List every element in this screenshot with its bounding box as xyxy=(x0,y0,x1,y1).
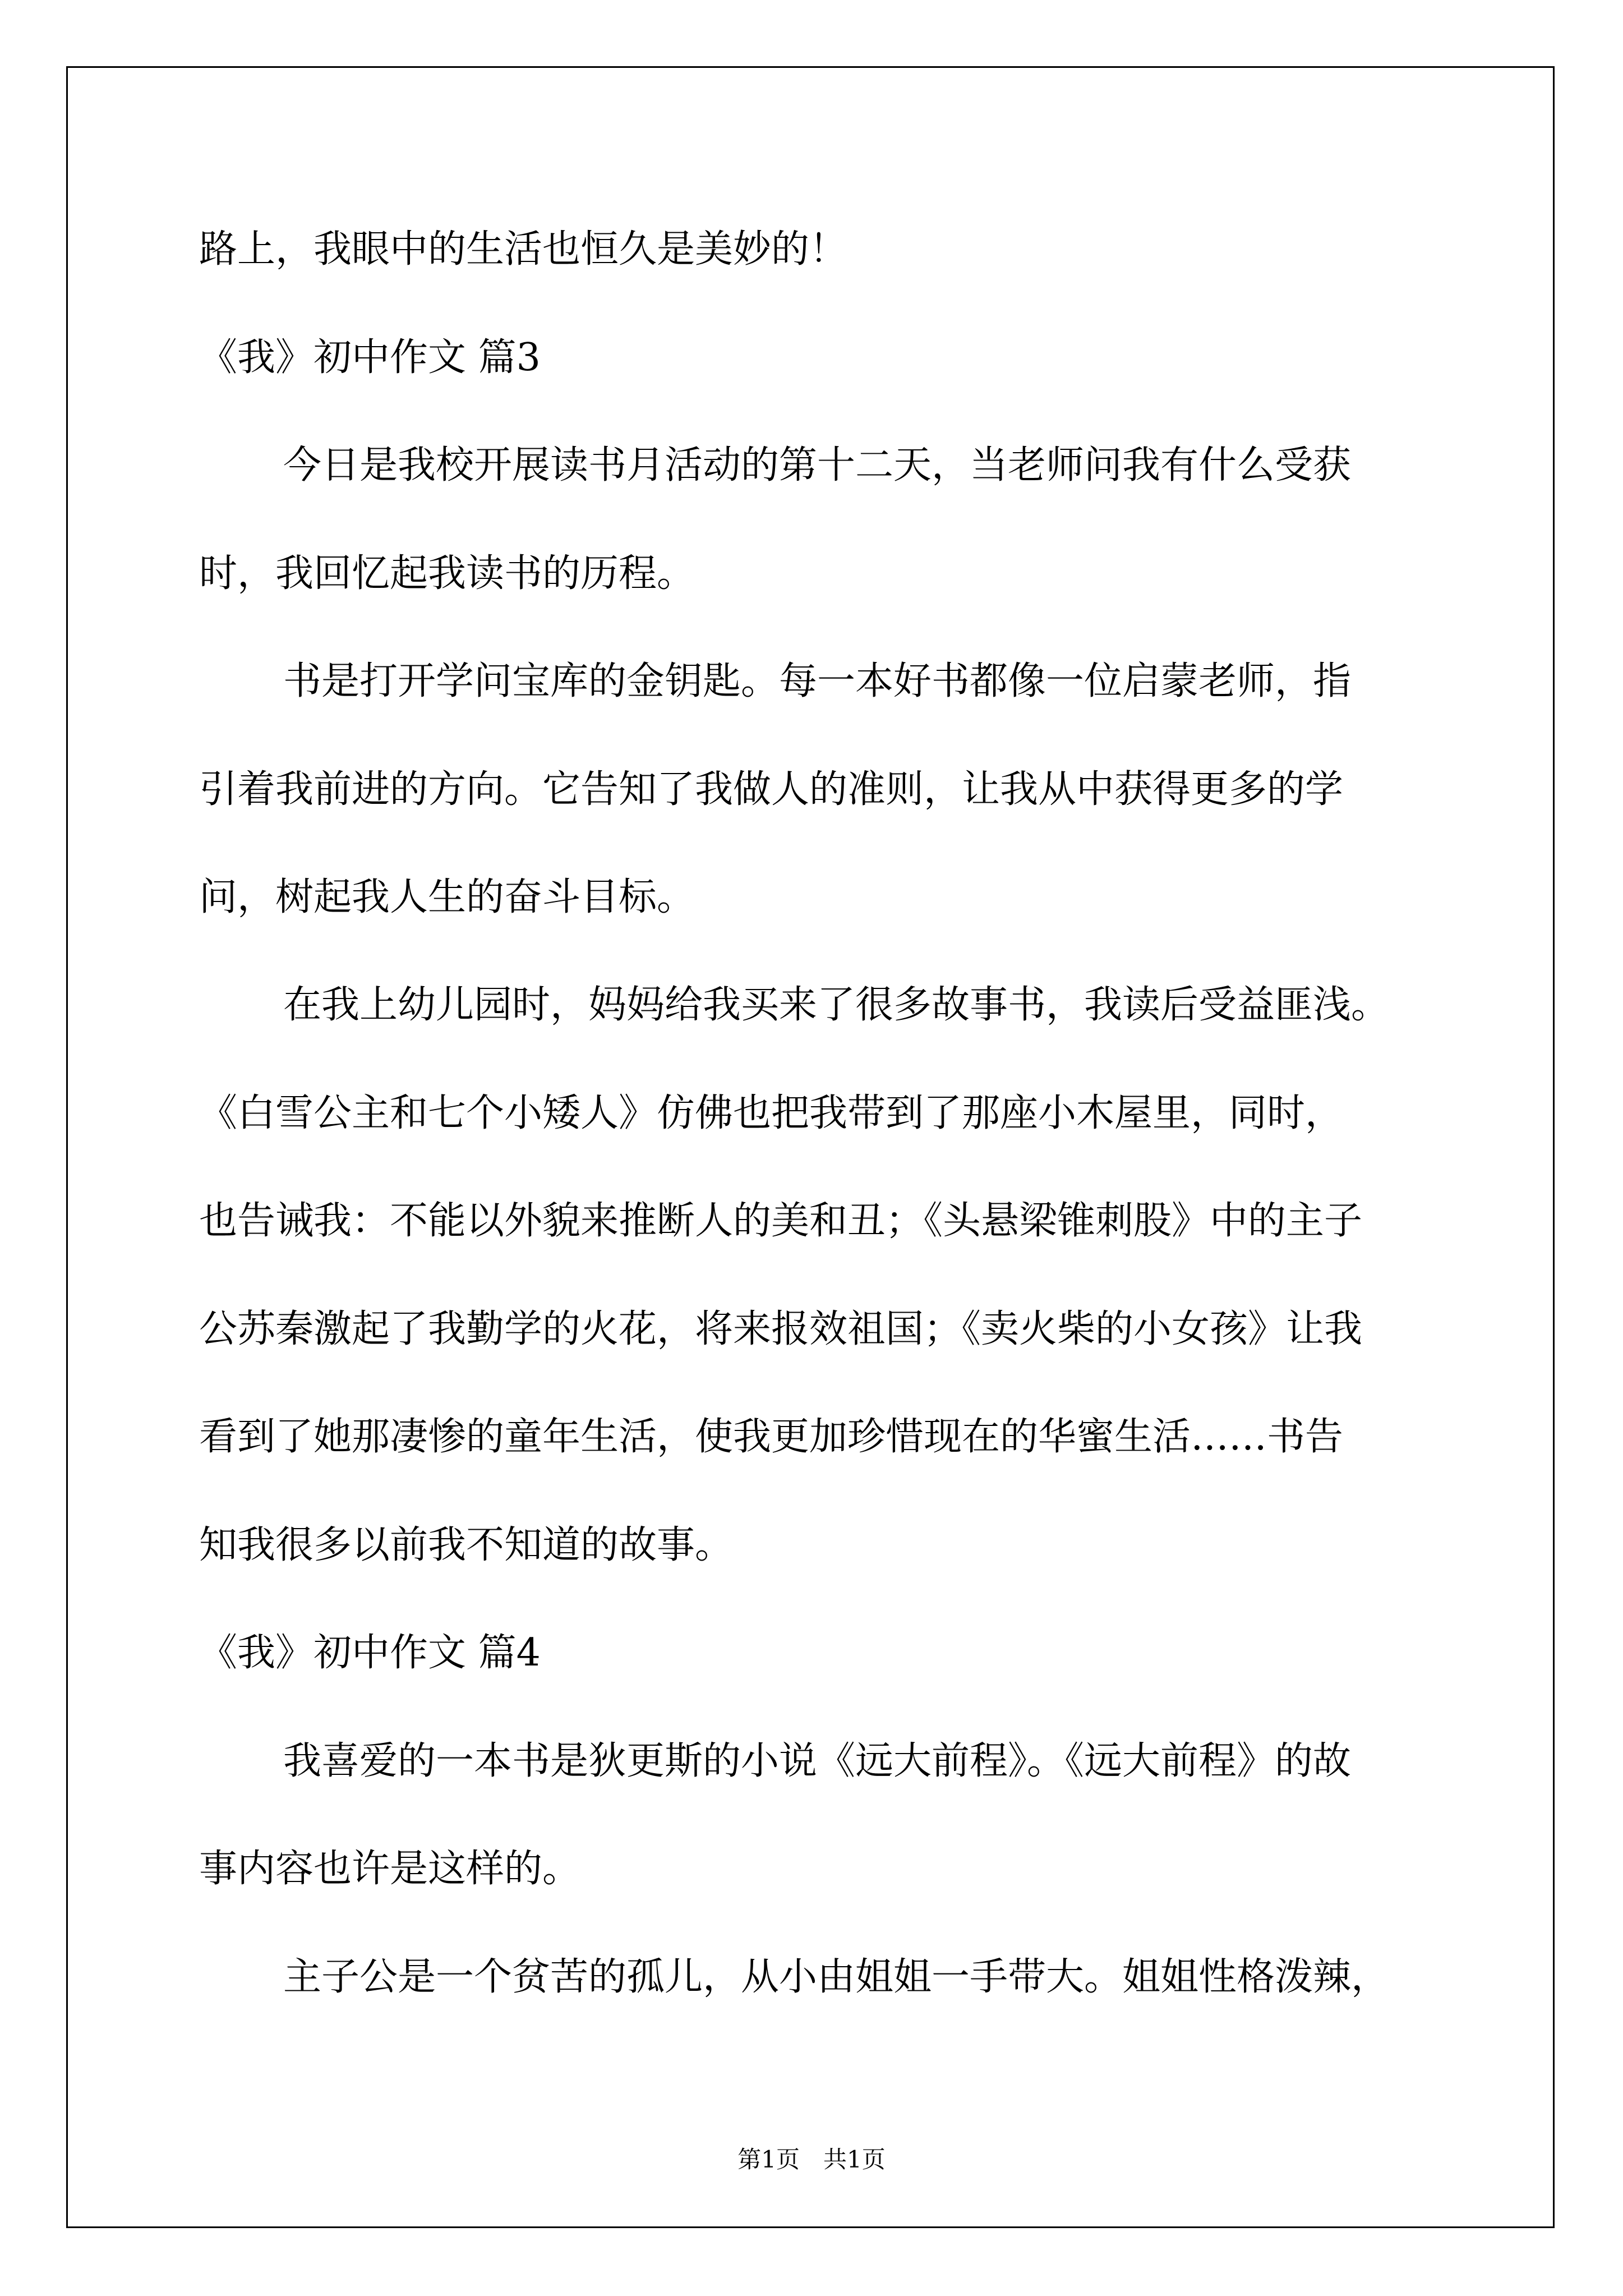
section-heading: 《我》初中作文 篇3 xyxy=(199,335,541,380)
text-line: 在我上幼儿园时，妈妈给我买来了很多故事书，我读后受益匪浅。 xyxy=(283,983,1390,1027)
text-line: 问，树起我人生的奋斗目标。 xyxy=(199,875,695,919)
text-line: 《白雪公主和七个小矮人》仿佛也把我带到了那座小木屋里，同时， xyxy=(199,1091,1344,1135)
text-line: 知我很多以前我不知道的故事。 xyxy=(199,1523,734,1567)
page-footer: 第1页 共1页 xyxy=(737,2146,886,2173)
text-line: 今日是我校开展读书月活动的第十二天，当老师问我有什么受获 xyxy=(283,443,1352,487)
text-line: 我喜爱的一本书是狄更斯的小说《远大前程》。《远大前程》的故 xyxy=(283,1739,1352,1783)
section-heading: 《我》初中作文 篇4 xyxy=(199,1631,541,1675)
text-line: 时，我回忆起我读书的历程。 xyxy=(199,551,695,596)
text-line: 主子公是一个贫苦的孤儿，从小由姐姐一手带大。姐姐性格泼辣， xyxy=(283,1955,1390,1999)
page-border xyxy=(66,66,1555,2228)
text-line: 书是打开学问宝库的金钥匙。每一本好书都像一位启蒙老师，指 xyxy=(283,659,1352,703)
text-line: 事内容也许是这样的。 xyxy=(199,1847,581,1891)
text-line: 路上，我眼中的生活也恒久是美妙的！ xyxy=(199,227,848,272)
text-line: 看到了她那凄惨的童年生活，使我更加珍惜现在的华蜜生活……书告 xyxy=(199,1415,1344,1459)
text-line: 也告诫我：不能以外貌来推断人的美和丑；《头悬梁锥刺股》中的主子 xyxy=(199,1199,1363,1243)
text-line: 引着我前进的方向。它告知了我做人的准则，让我从中获得更多的学 xyxy=(199,767,1344,812)
text-line: 公苏秦激起了我勤学的火花，将来报效祖国；《卖火柴的小女孩》让我 xyxy=(199,1307,1363,1351)
